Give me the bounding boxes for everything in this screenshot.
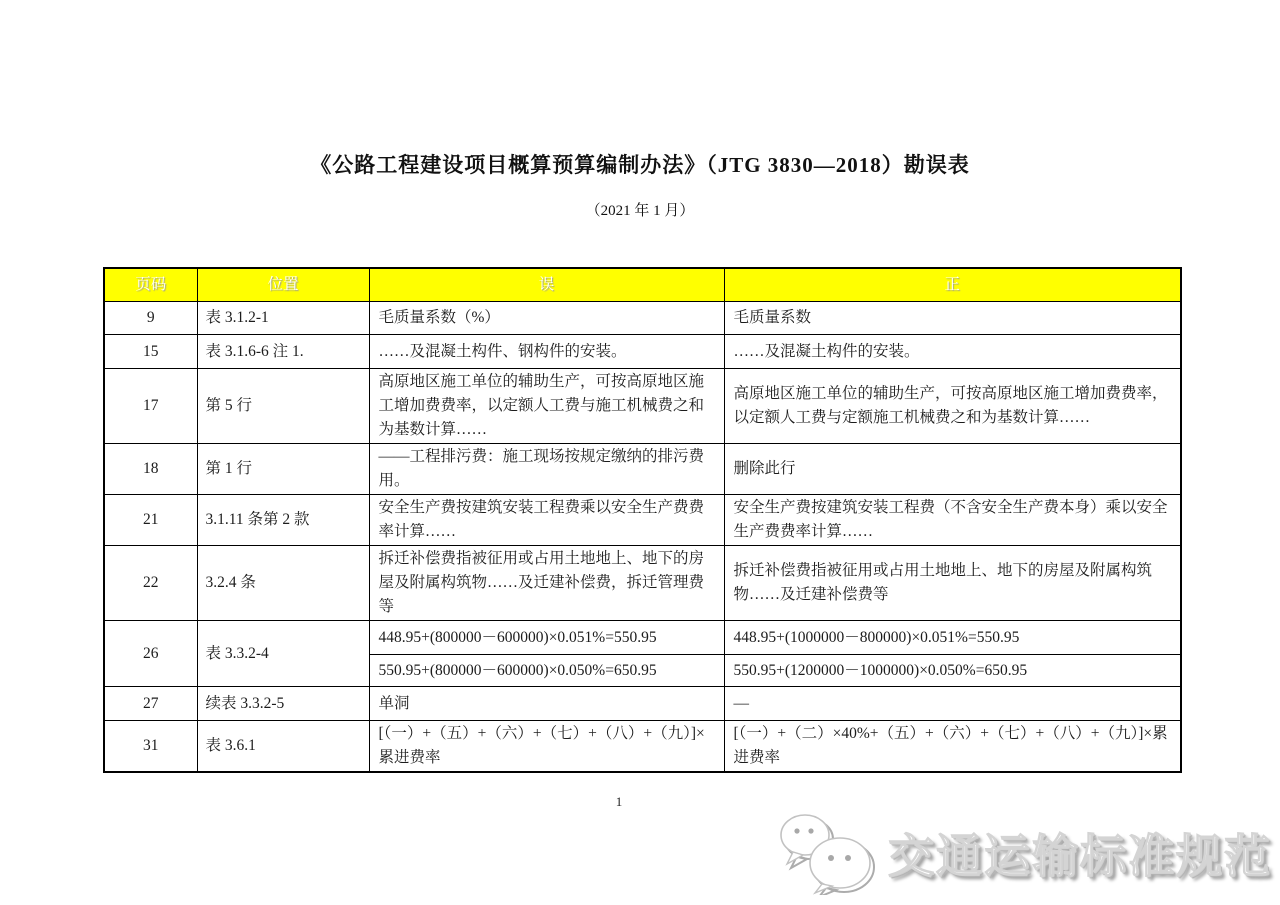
cell-wrong: 毛质量系数（%） (369, 302, 724, 335)
cell-right: 448.95+(1000000－800000)×0.051%=550.95 (724, 621, 1181, 655)
cell-location: 续表 3.3.2-5 (197, 687, 369, 721)
cell-location: 表 3.1.2-1 (197, 302, 369, 335)
cell-right: ……及混凝土构件的安装。 (724, 335, 1181, 369)
cell-location: 3.2.4 条 (197, 546, 369, 621)
wechat-icon (778, 811, 878, 895)
table-row (104, 621, 1181, 655)
table-header-row (104, 268, 1181, 302)
cell-wrong: 拆迁补偿费指被征用或占用土地地上、地下的房屋及附属构筑物……及迁建补偿费，拆迁管理费等 (369, 546, 724, 621)
cell-wrong: 448.95+(800000－600000)×0.051%=550.95 (369, 621, 724, 655)
cell-page: 21 (104, 495, 197, 546)
cell-right: 高原地区施工单位的辅助生产，可按高原地区施工增加费费率，以定额人工费与定额施工机械费之和为基数计算…… (724, 369, 1181, 444)
header-location: 位置 (197, 268, 369, 302)
cell-page: 9 (104, 302, 197, 335)
cell-right: 删除此行 (724, 444, 1181, 495)
cell-wrong: 550.95+(800000－600000)×0.050%=650.95 (369, 655, 724, 687)
cell-wrong: 高原地区施工单位的辅助生产，可按高原地区施工增加费费率，以定额人工费与施工机械费之和为基数计算…… (369, 369, 724, 444)
table-row (104, 495, 1181, 546)
cell-page: 27 (104, 687, 197, 721)
cell-wrong: ……及混凝土构件、钢构件的安装。 (369, 335, 724, 369)
cell-location: 3.1.11 条第 2 款 (197, 495, 369, 546)
page-number: 1 (615, 794, 623, 809)
cell-right: — (724, 687, 1181, 721)
cell-right: 550.95+(1200000－1000000)×0.050%=650.95 (724, 655, 1181, 687)
errata-table (103, 267, 1182, 773)
cell-wrong: ——工程排污费：施工现场按规定缴纳的排污费用。 (369, 444, 724, 495)
watermark-text: 交通运输标准规范 (888, 830, 1272, 882)
table-row (104, 687, 1181, 721)
cell-right: 拆迁补偿费指被征用或占用土地地上、地下的房屋及附属构筑物……及迁建补偿费等 (724, 546, 1181, 621)
cell-location: 表 3.6.1 (197, 721, 369, 773)
watermark (778, 816, 1272, 890)
header-wrong: 误 (369, 268, 724, 302)
table-row (104, 369, 1181, 444)
cell-page: 22 (104, 546, 197, 621)
cell-page: 15 (104, 335, 197, 369)
table-row (104, 546, 1181, 621)
table-row (104, 721, 1181, 773)
cell-right: 毛质量系数 (724, 302, 1181, 335)
cell-location: 第 1 行 (197, 444, 369, 495)
cell-right: 安全生产费按建筑安装工程费（不含安全生产费本身）乘以安全生产费费率计算…… (724, 495, 1181, 546)
cell-page: 18 (104, 444, 197, 495)
cell-wrong: 安全生产费按建筑安装工程费乘以安全生产费费率计算…… (369, 495, 724, 546)
cell-wrong: [（一）+（五）+（六）+（七）+（八）+（九）]×累进费率 (369, 721, 724, 773)
cell-location: 表 3.1.6-6 注 1. (197, 335, 369, 369)
document-subtitle: （2021 年 1 月） (585, 203, 695, 219)
table-row (104, 335, 1181, 369)
cell-wrong: 单洞 (369, 687, 724, 721)
table-row (104, 444, 1181, 495)
cell-location: 第 5 行 (197, 369, 369, 444)
cell-right: [（一）+（二）×40%+（五）+（六）+（七）+（八）+（九）]×累进费率 (724, 721, 1181, 773)
header-page: 页码 (104, 268, 197, 302)
cell-page: 17 (104, 369, 197, 444)
document-title: 《公路工程建设项目概算预算编制办法》（JTG 3830—2018）勘误表 (310, 153, 970, 177)
header-right: 正 (724, 268, 1181, 302)
cell-location: 表 3.3.2-4 (197, 621, 369, 687)
cell-page: 31 (104, 721, 197, 773)
table-row (104, 302, 1181, 335)
cell-page: 26 (104, 621, 197, 687)
